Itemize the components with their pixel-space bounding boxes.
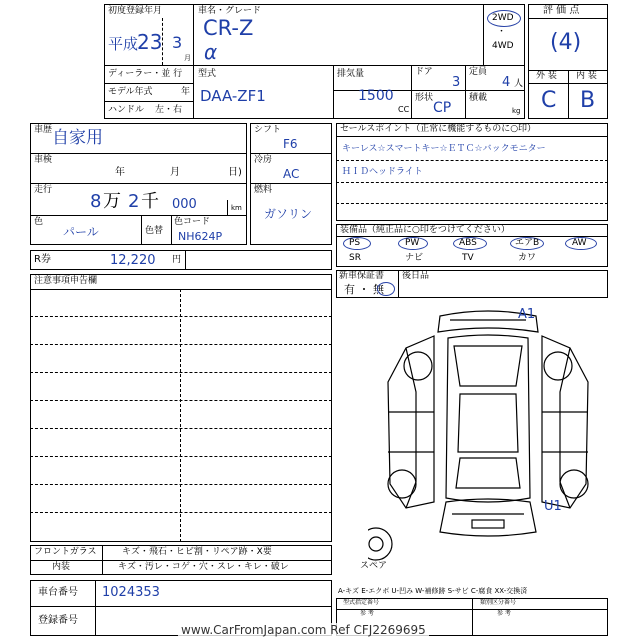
equip-ps: PS [349, 238, 361, 248]
damage-mark-u1: U1 [544, 499, 562, 514]
dealer-label: ディーラー・並 行 [108, 69, 183, 79]
form-ref-1: 参 考 [360, 610, 374, 617]
handle-label: ハンドル [108, 105, 145, 115]
recycle-value: 12,220 [110, 253, 156, 268]
equip-sr: SR [349, 253, 361, 263]
month-unit: 月 [184, 54, 191, 62]
inspection-year-unit: 年 [115, 167, 125, 178]
type-label: 型式 [198, 69, 217, 79]
car-grade: α [204, 40, 218, 64]
form-label-1: 型式指定番号 [343, 599, 380, 606]
equip-tv: TV [462, 253, 474, 263]
warranty-detail-label: 後日品 [402, 271, 430, 281]
drive-2wd: 2WD [492, 13, 514, 23]
sen-unit: 千 [141, 191, 159, 212]
type-value: DAA-ZF1 [200, 87, 266, 105]
warranty-label: 新車保証書 [339, 271, 385, 281]
equip-aw: AW [572, 238, 587, 248]
equip-leather: カワ [518, 253, 537, 263]
front-glass-value: キズ・飛石・ヒビ割・リペア跡・X要 [122, 547, 272, 557]
form-ref-2: 参 考 [497, 610, 511, 617]
capacity-label: 定員 [469, 67, 488, 77]
car-diagram [368, 302, 608, 582]
year-unit: 年 [181, 87, 191, 97]
front-glass-label: フロントガラス [34, 547, 97, 557]
watermark: www.CarFromJapan.com Ref CFJ2269695 [178, 623, 429, 637]
recycle-label: R券 [34, 254, 51, 265]
inspection-month-unit: 月 [170, 167, 180, 178]
selling-point-1: キーレス☆スマートキー☆ＥＴＣ☆バックモニター [342, 144, 546, 154]
color-label: 色 [34, 217, 44, 227]
equip-navi: ナビ [405, 253, 424, 263]
person-unit: 人 [514, 79, 524, 89]
car-name: CR-Z [203, 16, 254, 40]
body-label: 形状 [415, 93, 434, 103]
chassis-value: 1024353 [102, 585, 160, 600]
equip-airbag: エアB [515, 238, 540, 248]
chassis-label: 車台番号 [38, 587, 78, 598]
fuel-value: ガソリン [264, 207, 313, 221]
inspection-day-unit: 日) [228, 167, 242, 178]
load-label: 積載 [469, 93, 488, 103]
first-reg-label: 初度登録年月 [108, 6, 163, 16]
displacement-value: 1500 [358, 88, 394, 104]
notes-label: 注意事項申告欄 [34, 276, 98, 286]
shift-label: シフト [254, 125, 282, 135]
inspection-label: 車検 [34, 155, 53, 165]
reg-era: 平成 [108, 35, 139, 53]
capacity-value: 4 [502, 75, 511, 90]
equip-pw: PW [405, 238, 420, 248]
rating-score: (4) [550, 30, 582, 55]
rating-label: 評 価 点 [543, 5, 580, 16]
km-unit: km [231, 204, 242, 212]
use-value: 自家用 [52, 128, 103, 148]
registration-label: 登録番号 [38, 615, 78, 626]
mileage-label: 走行 [34, 185, 53, 195]
handle-value: 左・右 [155, 105, 183, 115]
use-label: 車歴 [34, 125, 53, 135]
color-change-label: 色替 [145, 226, 164, 236]
car-name-label: 車名・グレード [198, 6, 262, 16]
recycle-unit: 円 [172, 255, 182, 265]
selling-points-label: セールスポイント（正常に機能するものに○印） [340, 124, 537, 134]
spare-label: スペア [360, 561, 388, 571]
equipment-label: 装備品（純正品に○印をつけてください） [340, 225, 510, 235]
cc-unit: CC [398, 105, 410, 114]
exterior-label: 外 装 [536, 71, 557, 81]
body-value: CP [433, 100, 452, 116]
damage-mark-a1: A1 [518, 307, 536, 322]
reg-month: 3 [172, 33, 183, 52]
interior-cond-label: 内装 [52, 562, 71, 572]
ac-label: 冷房 [254, 155, 273, 165]
fuel-label: 燃料 [254, 185, 273, 195]
warranty-value: 有 ・ 無 [344, 283, 384, 296]
model-year-label: モデル年式 [108, 87, 153, 97]
mileage-rest: 000 [172, 197, 197, 212]
man-unit: 万 [103, 191, 121, 212]
color-code-label: 色コード [174, 217, 211, 227]
mileage-sen: 2 [128, 191, 140, 212]
interior-grade: B [580, 88, 596, 113]
interior-label: 内 装 [576, 71, 597, 81]
notes-box [30, 274, 332, 542]
door-label: ドア [415, 67, 433, 77]
interior-cond-value: キズ・汚レ・コゲ・穴・スレ・キレ・破レ [118, 562, 289, 572]
equip-abs: ABS [459, 238, 477, 248]
reg-year: 23 [137, 30, 163, 54]
selling-point-2: ＨＩＤヘッドライト [342, 167, 423, 177]
kg-unit: kg [512, 107, 521, 115]
damage-legend: A-キズ E-エクボ U-凹み W-補修跡 S-サビ C-腐食 XX-交換済 [338, 587, 528, 595]
color-code: NH624P [178, 230, 223, 243]
form-label-2: 類別区分番号 [480, 599, 517, 606]
drive-dot: ・ [497, 27, 507, 37]
color-value: パール [63, 225, 99, 239]
drive-4wd: 4WD [492, 41, 514, 51]
exterior-grade: C [541, 88, 557, 113]
door-value: 3 [452, 75, 461, 90]
shift-value: F6 [283, 137, 298, 151]
ac-value: AC [283, 167, 300, 181]
mileage-man: 8 [90, 191, 102, 212]
displacement-label: 排気量 [337, 69, 365, 79]
